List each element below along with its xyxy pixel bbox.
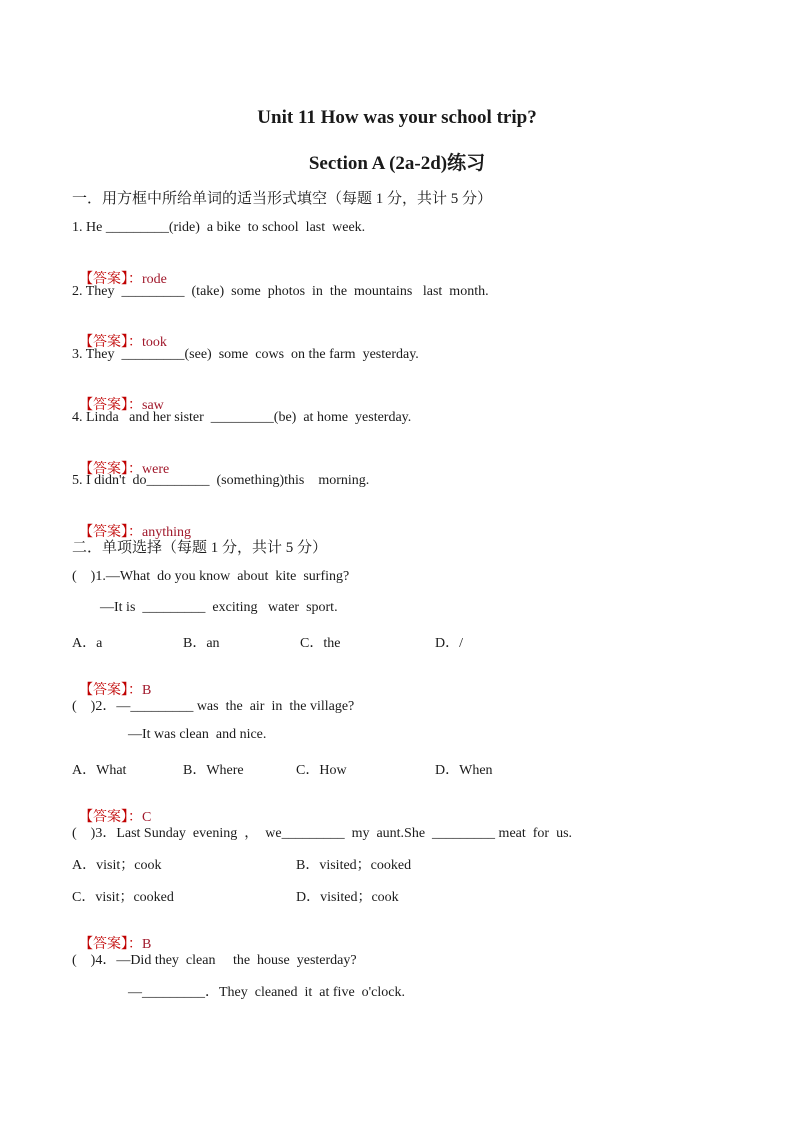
question-2: 2. They _________ (take) some photos in the mountains last month.: [72, 284, 489, 299]
answer-value: B: [142, 937, 152, 952]
question-5: 5. I didn't do_________ (something)this morning.: [72, 473, 370, 488]
answer-label: 【答案】：: [79, 272, 142, 287]
answer-label: 【答案】：: [79, 398, 142, 413]
answer-label: 【答案】：: [79, 525, 142, 540]
answer-row-2: [72, 315, 167, 351]
answer-row-mc3: [72, 917, 151, 953]
answer-label: 【答案】：: [79, 335, 142, 350]
option-d: D．visited；cook: [296, 890, 399, 905]
mc-question-2: ( )2．—_________ was the air in the village?: [72, 699, 355, 714]
answer-value: took: [142, 335, 167, 350]
option-b: B．visited；cooked: [296, 858, 412, 873]
option-c: C．visit；cooked: [72, 890, 174, 905]
answer-label: 【答案】：: [79, 683, 142, 698]
option-c: C．How: [296, 763, 347, 778]
answer-row-3: [72, 378, 164, 414]
answer-value: rode: [142, 272, 167, 287]
answer-label: 【答案】：: [79, 937, 142, 952]
question-4: 4. Linda and her sister _________(be) at home yesterday.: [72, 410, 412, 425]
option-a: A．a: [72, 636, 103, 651]
mc-question-3: ( )3．Last Sunday evening ， we_________ my aunt.She _________ meat for us.: [72, 826, 573, 841]
mc-question-4: ( )4．—Did they clean the house yesterday?: [72, 953, 357, 968]
answer-label: 【答案】：: [79, 810, 142, 825]
question-1: 1. He _________(ride) a bike to school last week.: [72, 220, 366, 235]
mc-question-1-line2: —It is _________ exciting water sport.: [100, 600, 338, 615]
section-heading-2: 二．单项选择（每题 1 分，共计 5 分）: [72, 540, 328, 556]
option-a: A．What: [72, 763, 127, 778]
mc-question-4-line2: —_________．They cleaned it at five o'clock.: [128, 985, 405, 1000]
answer-row-1: [72, 252, 167, 288]
option-a: A．visit；cook: [72, 858, 162, 873]
answer-value: B: [142, 683, 152, 698]
answer-row-mc1: [72, 663, 151, 699]
option-d: D．/: [435, 636, 463, 651]
option-c: C．the: [300, 636, 341, 651]
answer-value: C: [142, 810, 152, 825]
answer-value: saw: [142, 398, 164, 413]
answer-row-mc2: [72, 790, 151, 826]
question-3: 3. They _________(see) some cows on the farm yesterday.: [72, 347, 419, 362]
option-b: B．Where: [183, 763, 244, 778]
answer-value: were: [142, 462, 170, 477]
option-d: D．When: [435, 763, 493, 778]
answer-value: anything: [142, 525, 191, 540]
answer-label: 【答案】：: [79, 462, 142, 477]
section-heading-1: 一．用方框中所给单词的适当形式填空（每题 1 分，共计 5 分）: [72, 191, 493, 207]
page-subtitle: Section A (2a-2d)练习: [308, 153, 486, 174]
mc-question-1: ( )1.—What do you know about kite surfing?: [72, 569, 350, 584]
option-b: B．an: [183, 636, 220, 651]
page-title: Unit 11 How was your school trip?: [257, 107, 537, 128]
mc-question-2-line2: —It was clean and nice.: [128, 727, 267, 742]
